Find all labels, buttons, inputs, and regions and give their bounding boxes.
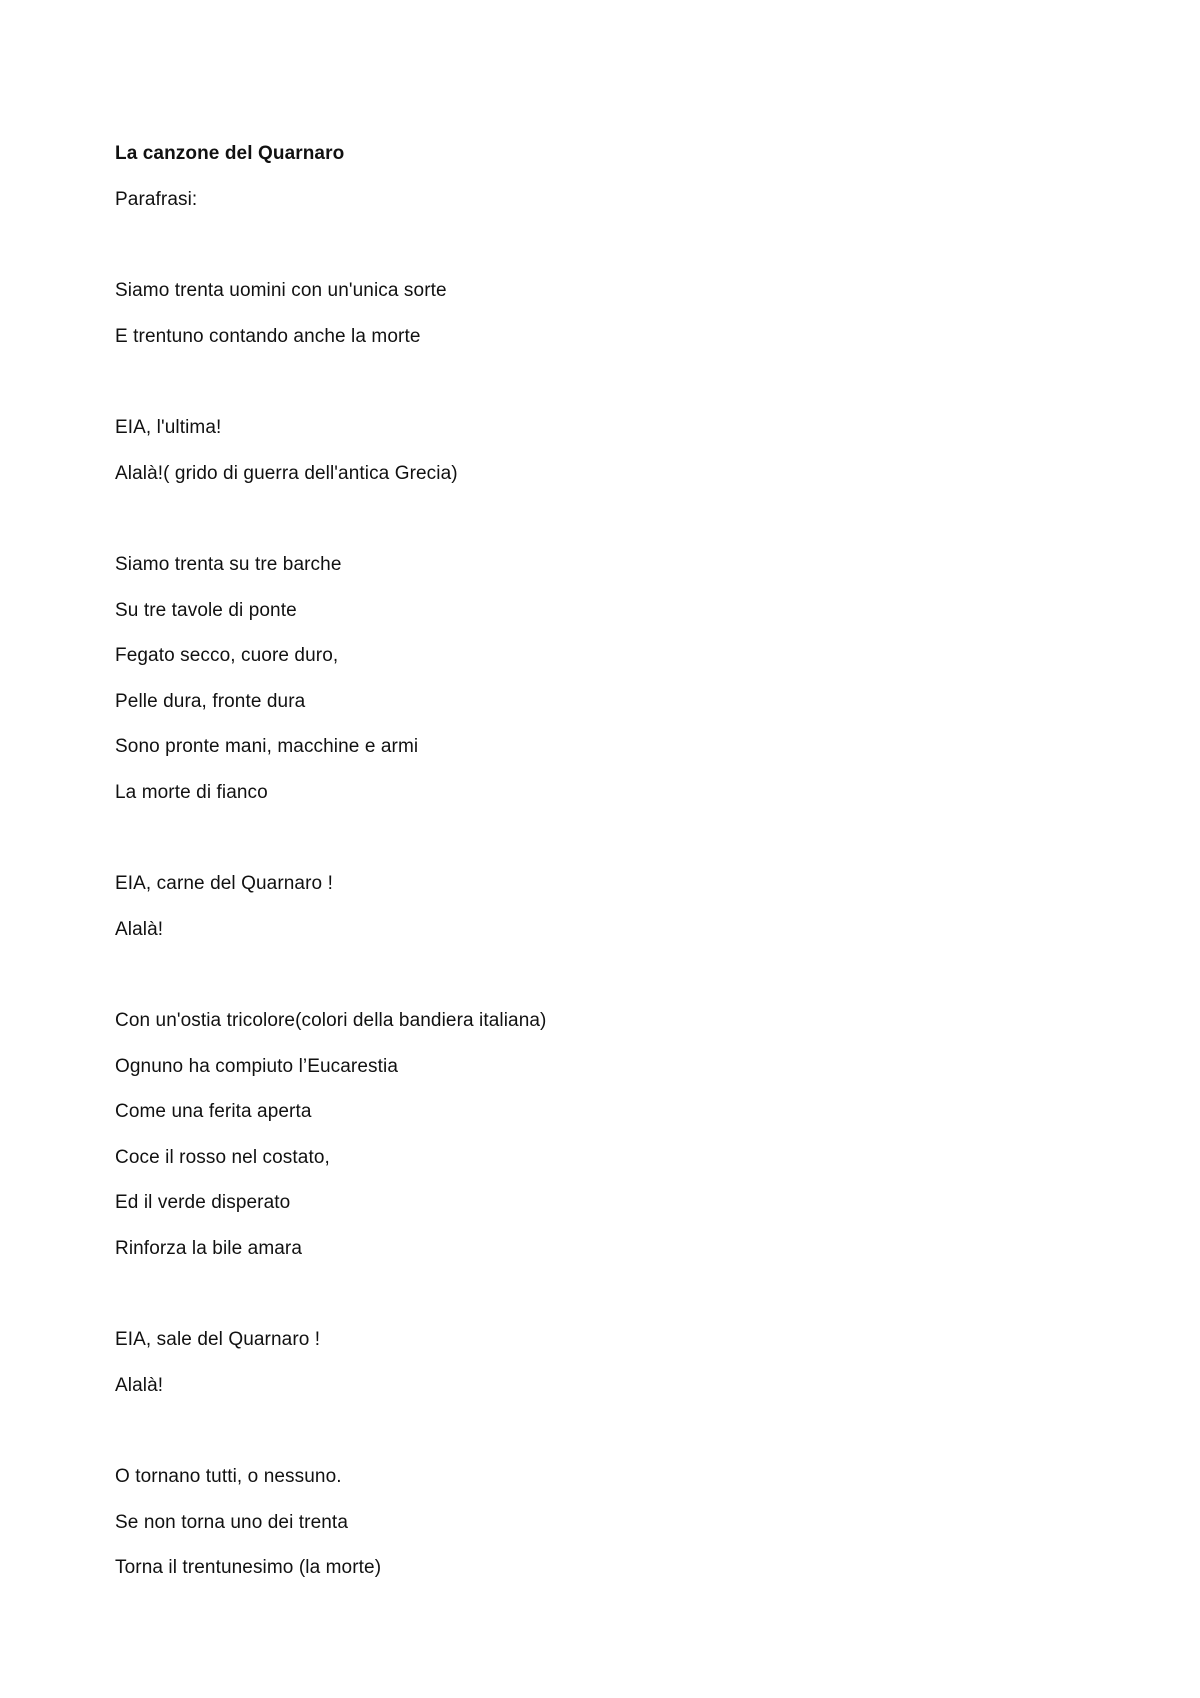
poem-line: O tornano tutti, o nessuno. [115,1466,342,1487]
poem-line: Fegato secco, cuore duro, [115,645,339,666]
poem-line: Se non torna uno dei trenta [115,1511,348,1533]
spacer [115,1282,1115,1328]
spacer [115,1419,1115,1465]
poem-line: Rinforza la bile amara [115,1237,303,1259]
stanza [115,1009,1115,1260]
poem-line: Torna il trentunesimo (la morte) [115,1557,382,1578]
spacer [115,370,1115,416]
stanza [115,1328,1115,1397]
poem-line: Coce il rosso nel costato, [115,1146,330,1168]
poem-line: Alalà! [115,1374,164,1396]
stanza [115,872,1115,941]
poem-line: EIA, l'ultima! [115,417,222,438]
document-subtitle: Parafrasi: [115,188,198,210]
poem-line: E trentuno contando anche la morte [115,325,421,347]
poem-line: EIA, sale del Quarnaro ! [115,1329,321,1350]
poem-line: Alalà! [115,918,164,940]
poem-line: Siamo trenta uomini con un'unica sorte [115,280,447,301]
poem-line: EIA, carne del Quarnaro ! [115,873,333,894]
document-body [115,142,1115,1602]
stanza [115,1465,1115,1579]
spacer [115,233,1115,279]
stanza [115,279,1115,348]
spacer [115,963,1115,1009]
stanza [115,416,1115,485]
poem-line: Alalà!( grido di guerra dell'antica Grecia) [115,462,458,484]
poem-line: Su tre tavole di ponte [115,599,297,621]
poem-line: Sono pronte mani, macchine e armi [115,736,419,757]
poem-line: Come una ferita aperta [115,1101,312,1122]
spacer [115,826,1115,872]
poem-line: Con un'ostia tricolore(colori della bandiera italiana) [115,1010,547,1031]
spacer [115,507,1115,553]
poem-line: Ed il verde disperato [115,1192,291,1213]
document-title: La canzone del Quarnaro [115,143,345,164]
poem-line: Ognuno ha compiuto l’Eucarestia [115,1055,398,1077]
poem-line: Siamo trenta su tre barche [115,554,342,575]
poem-line: Pelle dura, fronte dura [115,690,306,712]
poem-line: La morte di fianco [115,781,268,803]
stanza [115,553,1115,804]
